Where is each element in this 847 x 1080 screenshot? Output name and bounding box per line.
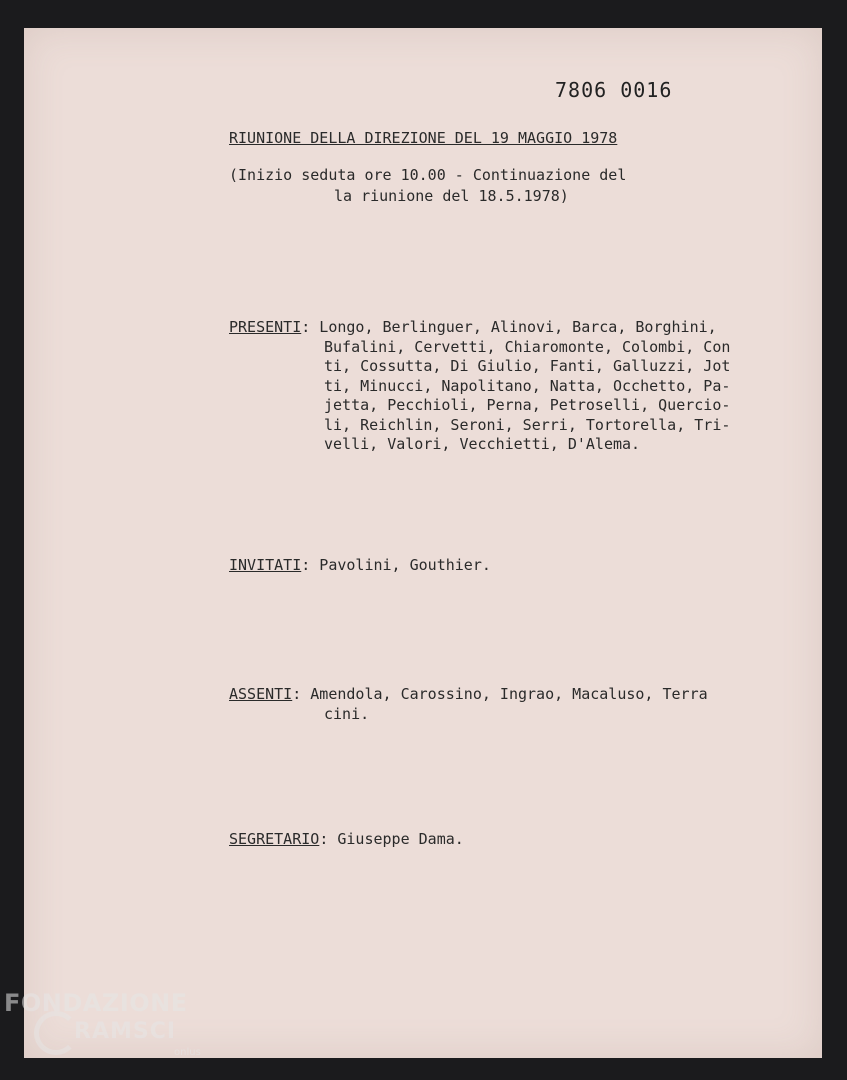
section-line: velli, Valori, Vecchietti, D'Alema. [324, 435, 641, 453]
watermark-line-1: FONDAZIONE [4, 989, 188, 1017]
document-page [24, 28, 822, 1058]
section-text: : Amendola, Carossino, Ingrao, Macaluso, Terra [292, 685, 708, 703]
subtitle-line-2: la riunione del 18.5.1978) [334, 187, 569, 205]
section-assenti [229, 685, 774, 724]
document-number: 7806 0016 [555, 78, 673, 102]
archive-watermark [4, 985, 214, 1065]
section-invitati [229, 556, 774, 576]
section-line: cini. [324, 704, 370, 723]
section-text: : Giuseppe Dama. [319, 830, 464, 848]
document-subtitle [229, 165, 689, 207]
watermark-suffix: onlus [174, 1047, 201, 1058]
section-presenti [229, 318, 774, 455]
section-text: : Longo, Berlinguer, Alinovi, Barca, Borghini, [301, 318, 717, 336]
section-text: : Pavolini, Gouthier. [301, 556, 491, 574]
section-label: ASSENTI [229, 685, 293, 703]
document-title: RIUNIONE DELLA DIREZIONE DEL 19 MAGGIO 1978 [229, 129, 618, 147]
section-line: Bufalini, Cervetti, Chiaromonte, Colombi, Con [324, 337, 731, 356]
section-segretario [229, 830, 774, 850]
section-line: ti, Minucci, Napolitano, Natta, Occhetto, Pa- [324, 376, 731, 395]
subtitle-line-1: (Inizio seduta ore 10.00 - Continuazione del [229, 166, 627, 184]
section-label: SEGRETARIO [229, 830, 320, 848]
section-line: li, Reichlin, Seroni, Serri, Tortorella, Tri- [324, 415, 731, 434]
watermark-g-logo-icon [34, 1011, 78, 1055]
section-line: ti, Cossutta, Di Giulio, Fanti, Galluzzi, Jot [324, 357, 731, 375]
section-label: INVITATI [229, 556, 302, 574]
section-label: PRESENTI [229, 318, 302, 336]
section-line: jetta, Pecchioli, Perna, Petroselli, Quercio- [324, 396, 731, 414]
watermark-line-2: RAMSCI [74, 1019, 177, 1044]
